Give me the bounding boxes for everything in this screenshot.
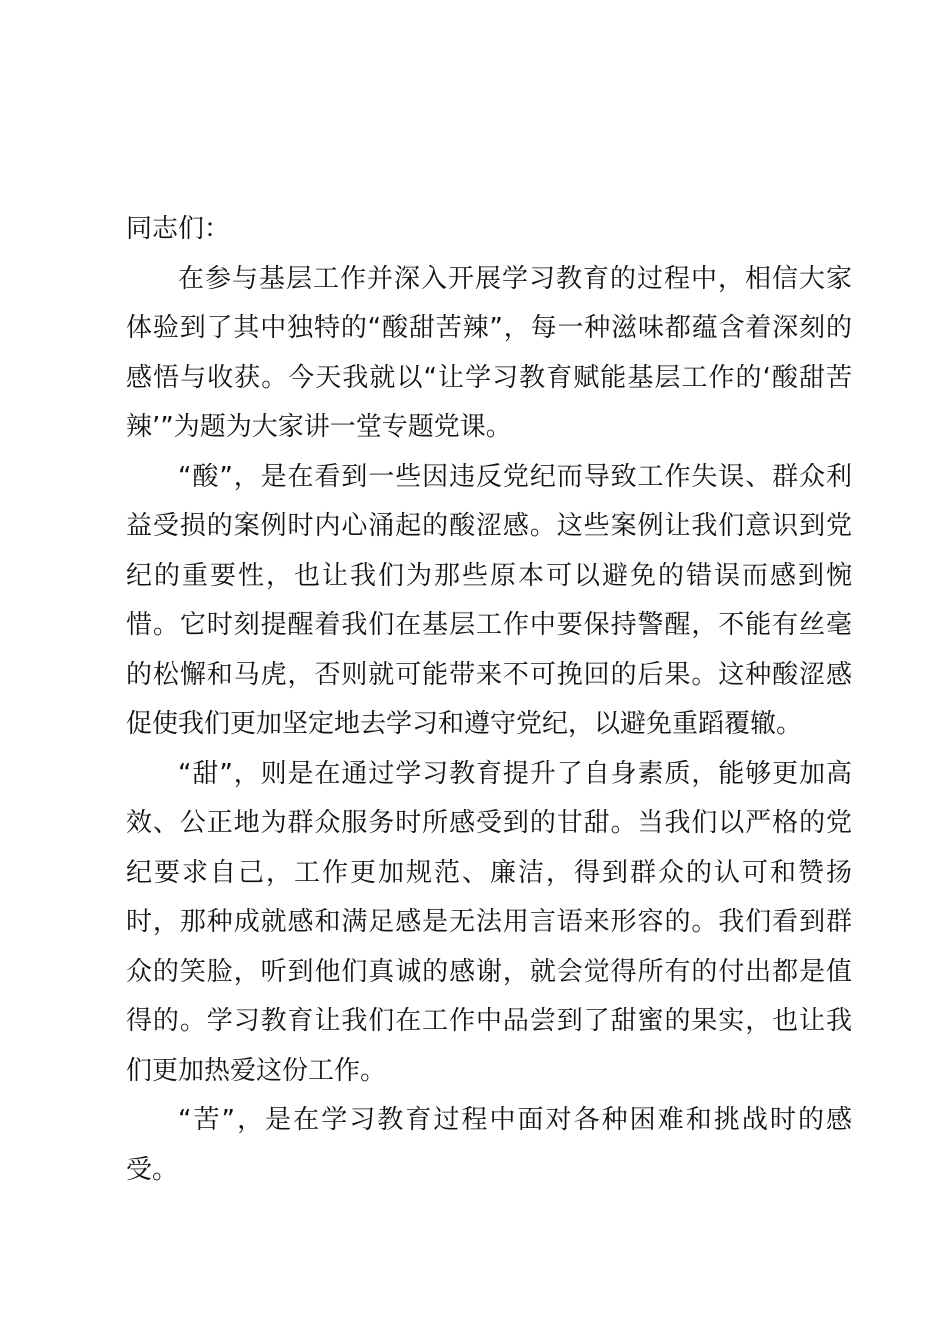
salutation: 同志们： — [126, 214, 231, 244]
paragraph-bitter: “苦”，是在学习教育过程中面对各种困难和挑战时的感受。 — [126, 1105, 852, 1185]
document-page — [126, 205, 852, 1195]
paragraph-intro: 在参与基层工作并深入开展学习教育的过程中，相信大家体验到了其中独特的“酸甜苦辣”，每一种滋味都蕴含着深刻的感悟与收获。今天我就以“让学习教育赋能基层工作的‘酸甜苦辣’”为题为大家讲一堂专题党课。 — [126, 263, 852, 442]
paragraph-sour: “酸”，是在看到一些因违反党纪而导致工作失误、群众利益受损的案例时内心涌起的酸涩感。这些案例让我们意识到党纪的重要性，也让我们为那些原本可以避免的错误而感到惋惜。它时刻提醒着我们在基层工作中要保持警醒，不能有丝毫的松懈和马虎，否则就可能带来不可挽回的后果。这种酸涩感促使我们更加坚定地去学习和遵守党纪，以避免重蹈覆辙。 — [126, 461, 852, 739]
paragraph-sweet: “甜”，则是在通过学习教育提升了自身素质，能够更加高效、公正地为群众服务时所感受到的甘甜。当我们以严格的党纪要求自己，工作更加规范、廉洁，得到群众的认可和赞扬时，那种成就感和满足感是无法用言语来形容的。我们看到群众的笑脸，听到他们真诚的感谢，就会觉得所有的付出都是值得的。学习教育让我们在工作中品尝到了甜蜜的果实，也让我们更加热爱这份工作。 — [126, 758, 852, 1086]
